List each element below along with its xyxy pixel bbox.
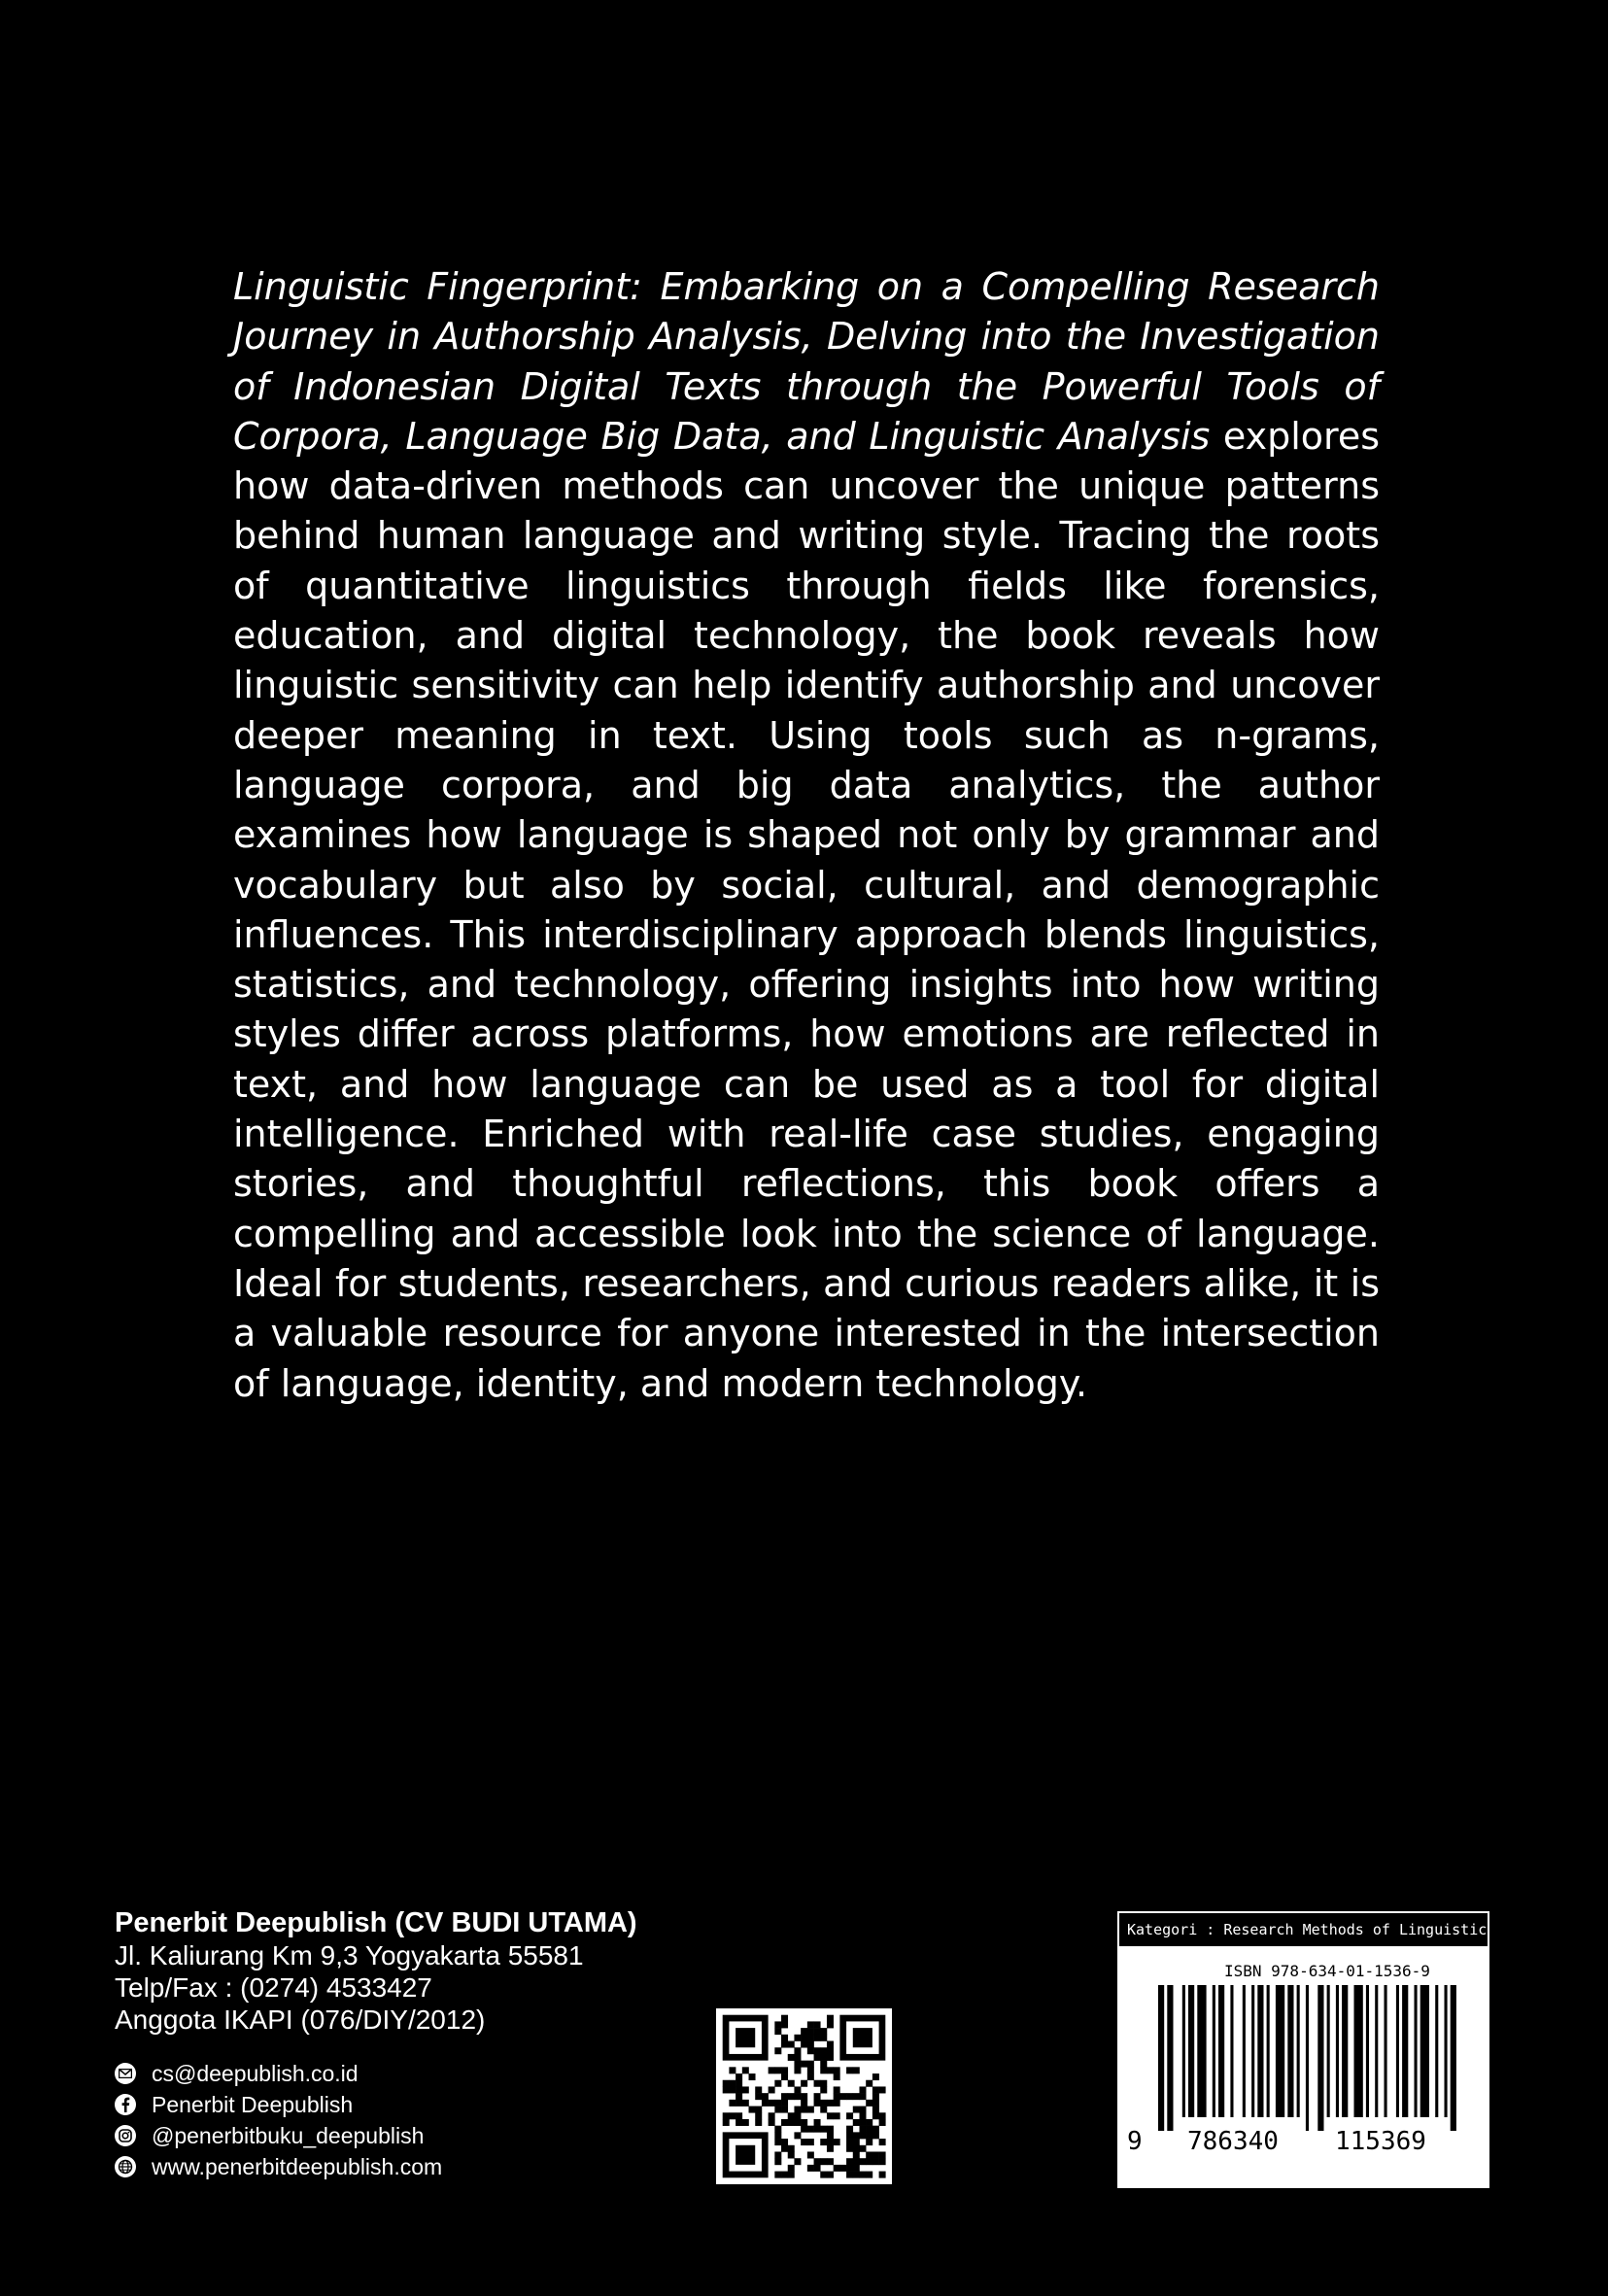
email-icon: [115, 2063, 136, 2084]
barcode-digit-lead: 9: [1127, 2127, 1143, 2156]
qr-code[interactable]: [716, 2008, 892, 2184]
category-label: Kategori : Research Methods of Linguistic: [1119, 1913, 1488, 1946]
barcode-bars: [1158, 1985, 1459, 2131]
isbn-barcode-box: [1117, 1911, 1489, 2188]
contact-email-text: cs@deepublish.co.id: [152, 2060, 359, 2086]
publisher-address: Jl. Kaliurang Km 9,3 Yogyakarta 55581: [115, 1940, 584, 1970]
contact-email[interactable]: [115, 2058, 442, 2089]
barcode-digits-right: 115369: [1335, 2127, 1426, 2156]
back-cover-blurb: [233, 262, 1380, 1409]
contact-list: [115, 2058, 442, 2182]
publisher-name: Penerbit Deepublish (CV BUDI UTAMA): [115, 1907, 637, 1938]
contact-website[interactable]: [115, 2151, 442, 2182]
contact-facebook[interactable]: [115, 2089, 442, 2120]
instagram-icon: [115, 2125, 136, 2146]
globe-icon: [115, 2156, 136, 2177]
publisher-phone: Telp/Fax : (0274) 4533427: [115, 1972, 432, 2003]
contact-instagram[interactable]: [115, 2120, 442, 2151]
facebook-icon: [115, 2094, 136, 2115]
qr-code-graphic: [716, 2008, 892, 2184]
isbn-number: ISBN 978-634-01-1536-9: [1224, 1962, 1430, 1980]
contact-website-text: www.penerbitdeepublish.com: [152, 2153, 443, 2179]
contact-facebook-text: Penerbit Deepublish: [152, 2091, 354, 2117]
book-title-italic: Linguistic Fingerprint: Embarking on a Compelling Research Journey in Authorship Analysis, Delving into the Investigation of Indonesian Digital Texts through the Powerful Tools of Corpora, Language Big Data, and Linguistic Analysis: [233, 265, 1380, 458]
publisher-info: [115, 1906, 717, 2036]
barcode-digits-left: 786340: [1187, 2127, 1279, 2156]
contact-instagram-text: @penerbitbuku_deepublish: [152, 2122, 425, 2148]
publisher-membership: Anggota IKAPI (076/DIY/2012): [115, 2005, 486, 2035]
blurb-body: explores how data-driven methods can uncover the unique patterns behind human language and writing style. Tracing the roots of quantitative linguistics through fields like forensics, education, and digital technology, the book reveals how linguistic sensitivity can help identify authorship and uncover deeper meaning in text. Using tools such as n-grams, language corpora, and big data analytics, the author examines how language is shaped not only by grammar and vocabulary but also by social, cultural, and demographic influences. This interdisciplinary approach blends linguistics, statistics, and technology, offering insights into how writing styles differ across platforms, how emotions are reflected in text, and how language can be used as a tool for digital intelligence. Enriched with real-life case studies, engaging stories, and thoughtful reflections, this book offers a compelling and accessible look into the science of language. Ideal for students, researchers, and curious readers alike, it is a valuable resource for anyone interested in the intersection of language, identity, and modern technology.: [233, 414, 1380, 1405]
